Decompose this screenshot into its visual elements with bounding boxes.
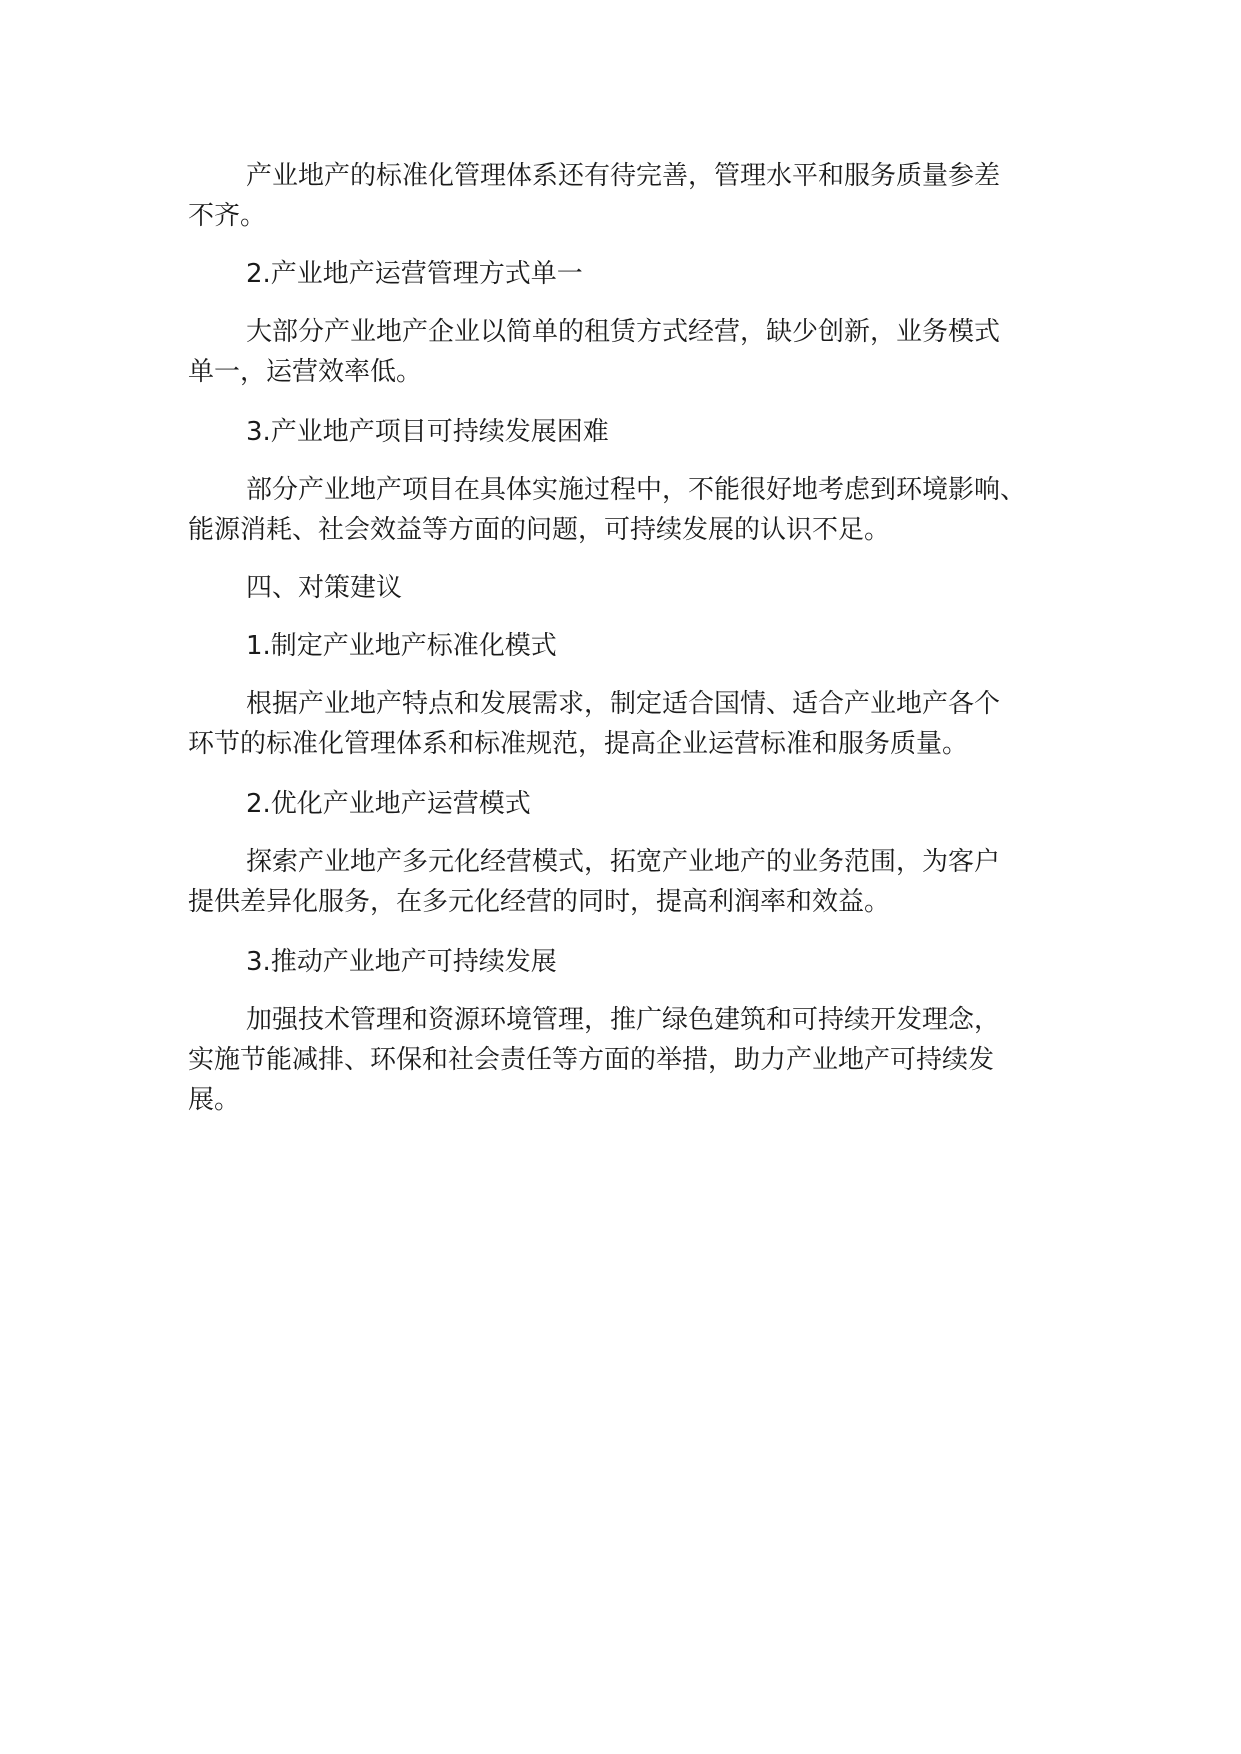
section-heading: 3.推动产业地产可持续发展	[246, 947, 557, 977]
section-heading: 2.产业地产运营管理方式单一	[246, 259, 583, 289]
section-heading: 1.制定产业地产标准化模式	[246, 631, 557, 661]
paragraph-line: 大部分产业地产企业以简单的租赁方式经营，缺少创新，业务模式	[246, 317, 1001, 347]
paragraph-line: 探索产业地产多元化经营模式，拓宽产业地产的业务范围，为客户	[246, 847, 1001, 877]
paragraph-line: 部分产业地产项目在具体实施过程中，不能很好地考虑到环境影响、	[246, 475, 1027, 505]
paragraph-line: 实施节能减排、环保和社会责任等方面的举措，助力产业地产可持续发	[188, 1045, 995, 1075]
section-heading: 3.产业地产项目可持续发展困难	[246, 417, 609, 447]
paragraph-line: 环节的标准化管理体系和标准规范，提高企业运营标准和服务质量。	[188, 729, 969, 759]
chapter-heading: 四、对策建议	[246, 573, 403, 603]
paragraph-line: 不齐。	[188, 201, 267, 231]
paragraph-line: 提供差异化服务，在多元化经营的同时，提高利润率和效益。	[188, 887, 891, 917]
paragraph-line: 产业地产的标准化管理体系还有待完善，管理水平和服务质量参差	[246, 161, 1001, 191]
section-heading: 2.优化产业地产运营模式	[246, 789, 531, 819]
paragraph-line: 加强技术管理和资源环境管理，推广绿色建筑和可持续开发理念，	[246, 1005, 1001, 1035]
paragraph-line: 根据产业地产特点和发展需求，制定适合国情、适合产业地产各个	[246, 689, 1001, 719]
paragraph-line: 展。	[188, 1085, 241, 1115]
paragraph-line: 能源消耗、社会效益等方面的问题，可持续发展的认识不足。	[188, 515, 891, 545]
paragraph-line: 单一，运营效率低。	[188, 357, 423, 387]
